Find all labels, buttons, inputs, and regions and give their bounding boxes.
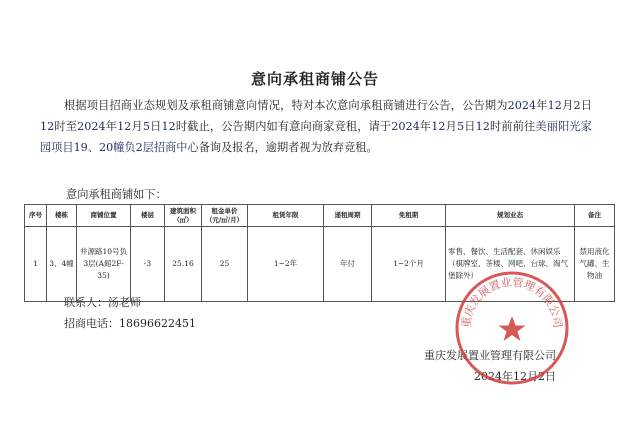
cell-term: 1~2年 <box>248 227 324 302</box>
cell-rent: 25 <box>202 227 248 302</box>
text-segment: 时截止，公告期内如有意向商家竞租，请于 <box>175 119 392 133</box>
header-cell-position: 商铺位置 <box>77 205 131 227</box>
cell-building: 3、4幢 <box>47 227 77 302</box>
header-cell-format: 规划业态 <box>446 205 575 227</box>
header-cell-floor: 楼层 <box>131 205 165 227</box>
table-header-row <box>25 205 615 227</box>
text-segment: 日 <box>149 119 162 133</box>
end-day: 5 <box>142 119 150 133</box>
seal-star <box>499 316 526 341</box>
header-cell-area: 建筑面积（㎡） <box>165 205 202 227</box>
cell-area: 25.16 <box>165 227 202 302</box>
text-segment: 年 <box>536 99 548 112</box>
company-seal <box>452 268 572 388</box>
apply-month: 12 <box>431 119 446 133</box>
text-segment: 时前前往 <box>489 119 536 133</box>
header-cell-term: 租赁年限 <box>248 205 324 227</box>
contact-block <box>64 292 196 334</box>
contact-person: 联系人：汤老师 <box>64 296 141 309</box>
signature-date: 2024年12月2日 <box>474 370 556 383</box>
contact-phone: 招商电话：18696622451 <box>64 317 196 330</box>
page-title: 意向承租商铺公告 <box>250 70 379 88</box>
cell-index: 1 <box>25 227 47 302</box>
list-caption: 意向承租商铺如下： <box>66 188 167 201</box>
text-segment: 年 <box>419 119 432 133</box>
announcement-paragraph <box>40 96 592 158</box>
header-cell-rent: 租金单价（元/㎡/月） <box>202 205 248 227</box>
start-year: 2024 <box>507 99 537 112</box>
text-segment: 日 <box>580 99 592 112</box>
start-month: 12 <box>547 99 562 112</box>
start-hour: 12 <box>40 119 55 133</box>
apply-year: 2024 <box>391 119 420 133</box>
header-cell-building: 楼栋 <box>47 205 77 227</box>
signature-company: 重庆发展置业管理有限公司 <box>424 349 556 362</box>
text-segment: 备询及报名，逾期者视为放弃竞租。 <box>198 140 378 154</box>
header-cell-index: 序号 <box>25 205 47 227</box>
cell-format: 零售、餐饮、生活配套、休闲娱乐（棋牌室、茶楼、网吧、台球、淘气堡除外） <box>446 227 575 302</box>
start-day: 2 <box>573 99 581 112</box>
text-segment: 时至 <box>54 119 78 133</box>
cell-cycle: 年付 <box>324 227 372 302</box>
end-month: 12 <box>117 119 132 133</box>
end-year: 2024 <box>77 119 106 133</box>
header-cell-cycle: 递租周期 <box>324 205 372 227</box>
cell-free: 1~2个月 <box>372 227 446 302</box>
text-segment: 月 <box>131 119 143 133</box>
location: 美丽阳光家园项目19、20幢负2层招商中心 <box>40 119 592 154</box>
seal-text: 重庆发展置业管理有限公司 <box>459 275 565 329</box>
cell-position: 井源路10号负3层(A館2F-35) <box>77 227 131 302</box>
text-segment: 月 <box>445 119 457 133</box>
cell-floor: -3 <box>131 227 165 302</box>
header-cell-note: 备注 <box>575 205 615 227</box>
text-segment: 根据项目招商业态规划及承租商铺意向情况，特对本次意向承租商铺进行公告，公告期为 <box>64 99 508 112</box>
text-segment: 年 <box>105 119 118 133</box>
end-hour: 12 <box>161 119 176 133</box>
text-segment: 日 <box>464 119 476 133</box>
cell-note: 禁用液化气罐、生物油 <box>575 227 615 302</box>
header-cell-free: 免租期 <box>372 205 446 227</box>
apply-hour: 12 <box>475 119 490 133</box>
text-segment: 月 <box>561 99 574 112</box>
apply-day: 5 <box>457 119 465 133</box>
